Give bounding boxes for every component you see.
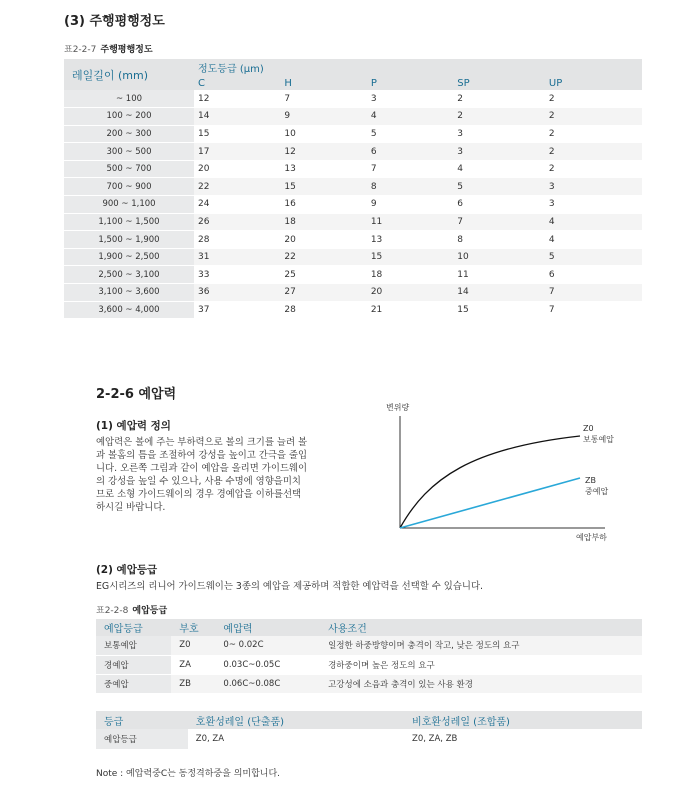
value-cell: 10: [453, 248, 545, 266]
definition-line: 과 볼홈의 틈을 조절하여 강성을 높이고 간극을 줄입: [96, 450, 308, 461]
definition-line: 하시길 바랍니다.: [96, 502, 166, 513]
value-cell: 25: [280, 266, 366, 284]
value-cell: 9: [367, 196, 453, 214]
table-number: 표2-2-7: [64, 45, 97, 55]
value-cell: 27: [280, 284, 366, 302]
grade-col-header: UP: [545, 76, 642, 90]
table-row: [64, 266, 642, 284]
table-row: [64, 125, 642, 143]
column-header: 사용조건: [320, 619, 642, 636]
curve1-name: 보통예압: [583, 435, 614, 444]
value-cell: 4: [367, 108, 453, 126]
cell: 중예압: [96, 674, 171, 693]
value-cell: 37: [194, 301, 280, 319]
definition-line: 의 강성을 높일 수 있으나, 사용 수명에 영향을미치: [96, 476, 301, 487]
value-cell: 33: [194, 266, 280, 284]
value-cell: 3: [453, 143, 545, 161]
rail-length-cell: 2,500 ~ 3,100: [64, 266, 194, 284]
preload-grade-title: (2) 예압등급: [96, 564, 158, 576]
table-title: 예압등급: [132, 606, 168, 616]
value-cell: 13: [367, 231, 453, 249]
cell: Z0: [171, 636, 215, 655]
value-cell: 2: [545, 143, 642, 161]
rail-length-cell: 1,500 ~ 1,900: [64, 231, 194, 249]
value-cell: 36: [194, 284, 280, 302]
preload-grade-table: [96, 619, 642, 694]
graph-x-label: 예압부하: [576, 533, 607, 542]
curve-heavy-preload: [400, 478, 580, 528]
value-cell: 3: [453, 125, 545, 143]
table-row: [64, 160, 642, 178]
rail-length-cell: 3,100 ~ 3,600: [64, 284, 194, 302]
grade-col-header: P: [367, 76, 453, 90]
curve1-code: Z0: [583, 424, 594, 433]
cell: 0~ 0.02C: [215, 636, 320, 655]
preload-graph: [380, 398, 630, 548]
preload-definition-text: [96, 436, 380, 514]
value-cell: 26: [194, 213, 280, 231]
value-cell: 12: [194, 90, 280, 108]
value-cell: 8: [453, 231, 545, 249]
value-cell: 3: [545, 196, 642, 214]
value-cell: 7: [453, 213, 545, 231]
column-header: 예압등급: [96, 619, 171, 636]
rail-length-cell: 700 ~ 900: [64, 178, 194, 196]
column-header: 호환성레일 (단출품): [188, 711, 404, 729]
value-cell: 16: [280, 196, 366, 214]
value-cell: 12: [280, 143, 366, 161]
cell: 예압등급: [96, 729, 188, 749]
grade-col-header: C: [194, 76, 280, 90]
cell: ZB: [171, 674, 215, 693]
rail-length-cell: 3,600 ~ 4,000: [64, 301, 194, 319]
value-cell: 5: [545, 248, 642, 266]
rail-length-cell: ~ 100: [64, 90, 194, 108]
value-cell: 10: [280, 125, 366, 143]
value-cell: 2: [545, 90, 642, 108]
table-row: [96, 674, 642, 693]
section-title-running-parallelism: (3) 주행평행정도: [64, 14, 165, 29]
curve2-name: 중예압: [585, 487, 609, 496]
value-cell: 5: [367, 125, 453, 143]
table-title: 주행평행정도: [100, 45, 153, 55]
value-cell: 4: [545, 213, 642, 231]
value-cell: 3: [367, 90, 453, 108]
running-parallelism-table: [64, 59, 642, 319]
curve-normal-preload: [400, 436, 580, 528]
value-cell: 2: [545, 125, 642, 143]
value-cell: 21: [367, 301, 453, 319]
table-row: [64, 213, 642, 231]
value-cell: 20: [280, 231, 366, 249]
graph-y-label: 변위량: [386, 403, 410, 412]
rail-length-cell: 200 ~ 300: [64, 125, 194, 143]
value-cell: 5: [453, 178, 545, 196]
value-cell: 9: [280, 108, 366, 126]
value-cell: 2: [453, 90, 545, 108]
value-cell: 2: [453, 108, 545, 126]
column-header: 비호환성레일 (조합품): [404, 711, 642, 729]
preload-grade-text: EG시리즈의 리니어 가이드웨이는 3종의 예압을 제공하며 적합한 예압력을 선택할 수 있습니다.: [96, 581, 484, 592]
cell: 고강성에 소음과 충격이 있는 사용 환경: [320, 674, 642, 693]
rail-length-cell: 1,100 ~ 1,500: [64, 213, 194, 231]
cell: Z0, ZA: [195, 734, 225, 744]
value-cell: 20: [367, 284, 453, 302]
value-cell: 6: [367, 143, 453, 161]
value-cell: 8: [367, 178, 453, 196]
rail-length-header: 레일길이 (mm): [64, 59, 194, 90]
value-cell: 18: [367, 266, 453, 284]
table-row: [64, 301, 642, 319]
cell: 경하중이며 높은 정도의 요구: [320, 655, 642, 674]
interchangeability-table: [96, 711, 642, 749]
value-cell: 22: [280, 248, 366, 266]
column-header: 예압력: [215, 619, 320, 636]
value-cell: 4: [545, 231, 642, 249]
grade-col-header: H: [280, 76, 366, 90]
rail-length-cell: 100 ~ 200: [64, 108, 194, 126]
value-cell: 2: [545, 108, 642, 126]
cell: Z0, ZA, ZB: [412, 734, 458, 744]
table-row: [64, 143, 642, 161]
table-row: [64, 196, 642, 214]
value-cell: 18: [280, 213, 366, 231]
value-cell: 7: [545, 284, 642, 302]
definition-line: 니다. 오른쪽 그림과 같이 예압을 올리면 가이드웨이: [96, 463, 308, 474]
definition-line: 므로 소형 가이드웨이의 경우 경예압을 이하를선택: [96, 489, 302, 500]
value-cell: 14: [194, 108, 280, 126]
grade-col-header: SP: [453, 76, 545, 90]
table-number: 표2-2-8: [96, 606, 129, 616]
definition-line: 예압력은 볼에 주는 부하력으로 볼의 크기를 늘려 볼: [96, 437, 308, 448]
value-cell: 24: [194, 196, 280, 214]
table-caption-2: [96, 603, 167, 616]
value-cell: 17: [194, 143, 280, 161]
value-cell: 13: [280, 160, 366, 178]
column-header: 부호: [171, 619, 215, 636]
table-row: [64, 248, 642, 266]
value-cell: 14: [453, 284, 545, 302]
rail-length-cell: 300 ~ 500: [64, 143, 194, 161]
value-cell: 15: [280, 178, 366, 196]
value-cell: 28: [194, 231, 280, 249]
preload-definition-title: (1) 예압력 정의: [96, 420, 171, 432]
value-cell: 20: [194, 160, 280, 178]
table-row: [64, 178, 642, 196]
table-row: [64, 90, 642, 108]
rail-length-cell: 1,900 ~ 2,500: [64, 248, 194, 266]
value-cell: 7: [280, 90, 366, 108]
table-row: [96, 655, 642, 674]
value-cell: 6: [545, 266, 642, 284]
cell: 경예압: [96, 655, 171, 674]
table-caption: [64, 42, 153, 55]
section-title-preload: 2-2-6 예압력: [96, 387, 177, 402]
value-cell: 3: [545, 178, 642, 196]
curve2-code: ZB: [585, 476, 596, 485]
note: Note : 예압력중C는 동정격하중을 의미합니다.: [96, 769, 281, 779]
grade-header: 정도등급 (μm): [194, 59, 642, 76]
value-cell: 11: [367, 213, 453, 231]
value-cell: 28: [280, 301, 366, 319]
table-row: [64, 284, 642, 302]
table-row: [64, 108, 642, 126]
table-row: [96, 636, 642, 655]
value-cell: 4: [453, 160, 545, 178]
rail-length-cell: 500 ~ 700: [64, 160, 194, 178]
table-row: [96, 729, 642, 749]
value-cell: 7: [545, 301, 642, 319]
value-cell: 15: [453, 301, 545, 319]
column-header: 등급: [96, 711, 188, 729]
cell: 일정한 하중방향이며 충격이 작고, 낮은 정도의 요구: [320, 636, 642, 655]
value-cell: 6: [453, 196, 545, 214]
cell: 0.03C~0.05C: [215, 655, 320, 674]
value-cell: 22: [194, 178, 280, 196]
value-cell: 31: [194, 248, 280, 266]
value-cell: 2: [545, 160, 642, 178]
cell: 보통예압: [96, 636, 171, 655]
rail-length-cell: 900 ~ 1,100: [64, 196, 194, 214]
table-row: [64, 231, 642, 249]
cell: ZA: [171, 655, 215, 674]
value-cell: 7: [367, 160, 453, 178]
value-cell: 11: [453, 266, 545, 284]
value-cell: 15: [367, 248, 453, 266]
cell: 0.06C~0.08C: [215, 674, 320, 693]
value-cell: 15: [194, 125, 280, 143]
